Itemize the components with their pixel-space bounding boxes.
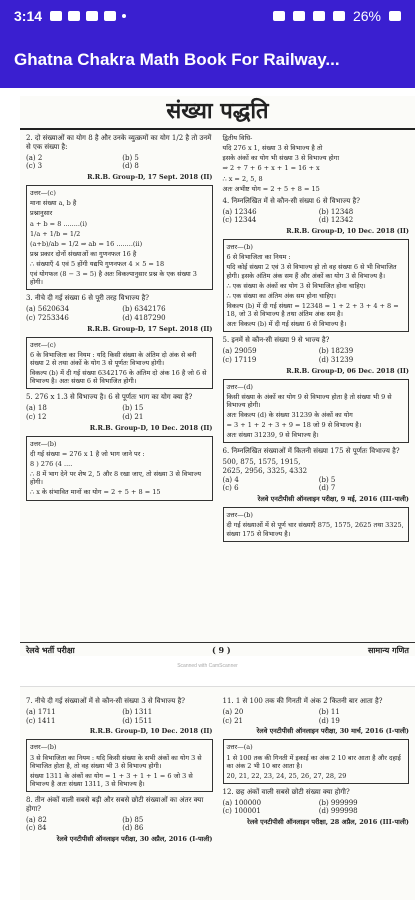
option: 500, 875, 1575, 1915, 2625, 2956, 3325, 4332 xyxy=(222,458,308,475)
signal-icon xyxy=(333,11,345,21)
question-source: रेलवे एनटीपीसी ऑनलाइन परीक्षा, 9 मई, 2016 (III-पाली) xyxy=(257,495,409,504)
option: (d) 31239 xyxy=(318,355,354,364)
question-source: R.R.B. Group-D, 10 Dec. 2018 (II) xyxy=(89,727,213,736)
solution-text xyxy=(223,134,410,193)
option: (a) 100000 xyxy=(222,798,262,807)
option: (c) 7253346 xyxy=(26,313,69,322)
option: (c) 12 xyxy=(26,412,47,421)
option: (c) 100001 xyxy=(222,807,261,816)
options xyxy=(26,404,213,422)
answer-line: यदि 276 x 1, संख्या 3 से विभाज्य है तो xyxy=(222,144,323,153)
options xyxy=(223,208,410,226)
answer-line: 8 ) 276 (4 .... xyxy=(30,460,73,468)
options xyxy=(26,305,213,323)
option: (b) 18239 xyxy=(318,347,354,355)
option: (a) 1711 xyxy=(26,707,56,716)
answer-line: ∴ एक संख्या का अंतिम अंक सम होना चाहिए। xyxy=(226,291,336,300)
option: (b) 999999 xyxy=(318,798,358,807)
answer-line: उत्तर—(c) xyxy=(30,189,56,198)
system-icons xyxy=(273,8,401,24)
question xyxy=(223,788,410,826)
option: (c) 3 xyxy=(26,162,43,171)
page2-columns xyxy=(26,697,409,900)
question-text: 7. नीचे दी गई संख्याओं में से कौन-सी संख्या 3 से विभाज्य है? xyxy=(26,697,186,705)
answer-line: उत्तर—(d) xyxy=(226,382,253,391)
answer-line: माना संख्या a, b है xyxy=(30,199,77,208)
option: (b) 5 xyxy=(318,475,336,484)
option: (d) 999998 xyxy=(318,807,358,816)
status-bar xyxy=(0,0,415,32)
page-number: ( 9 ) xyxy=(211,644,231,655)
right-column xyxy=(223,134,410,638)
answer-line: प्रश्न प्रकार दोनों संख्याओं का गुणनफल 16 है xyxy=(30,249,137,258)
options xyxy=(223,458,410,493)
question xyxy=(223,697,410,735)
answer-line: इसके अंकों का योग भी संख्या 3 से विभाज्य होगा xyxy=(222,154,340,163)
option: (b) 85 xyxy=(122,815,144,824)
answer-line: 6 के विभाजिता का नियम : यदि किसी संख्या के अंतिम दो अंक से बनी संख्या 2 से तथा अंकों के योग 3 से पूर्णतः विभाज्य होगी। xyxy=(30,350,197,367)
question-text: 6. निम्नलिखित संख्याओं में कितनी संख्या 175 से पूर्णतः विभाज्य है? xyxy=(222,447,400,456)
question-text: 4. निम्नलिखित में से कौन-सी संख्या 6 से विभाज्य है? xyxy=(222,196,360,205)
option: (d) 21 xyxy=(122,412,144,421)
page-footer xyxy=(20,642,415,656)
answer-line: ⇒ 2 + 7 + 6 + x + 1 = 16 + x xyxy=(222,164,320,173)
book-page xyxy=(20,686,415,900)
answer-line: ∴ x = 2, 5, 8 xyxy=(222,174,263,183)
answer-line: किसी संख्या के अंकों का योग 9 से विभाज्य होता है तो संख्या भी 9 से विभाज्य होगी। xyxy=(226,392,392,409)
answer-line: ∴ संख्याएँ 4 एवं 5 होंगी यद्यपि गुणनफल 4 × 5 = 18 xyxy=(30,260,165,268)
options xyxy=(223,799,410,817)
footer-right: सामान्य गणित xyxy=(367,644,409,655)
answer-line: 3 से विभाजिता का नियम : यदि किसी संख्या के सभी अंकों का योग 3 से विभाजित होता है, तो वह संख्या भी 3 से विभाज्य होगी। xyxy=(30,753,202,770)
answer-box xyxy=(26,436,213,501)
option: (c) 21 xyxy=(222,716,244,725)
answer-line: उत्तर—(a) xyxy=(226,743,253,752)
answer-line: (a+b)/ab = 1/2 ⇒ ab = 16 ........(ii) xyxy=(30,239,143,248)
answer-box xyxy=(223,739,410,784)
answer-line: अतः विकल्प (d) के संख्या 31239 के अंकों का योग xyxy=(226,411,353,419)
question-text: 11. 1 से 100 तक की गिनती में अंक 2 कितनी बार आता है? xyxy=(222,697,383,705)
gallery-icon xyxy=(104,11,116,21)
question-source: रेलवे एनटीपीसी ऑनलाइन परीक्षा, 28 अप्रैल, 2016 (III-पाली) xyxy=(247,818,409,827)
question xyxy=(223,197,410,235)
question xyxy=(223,447,410,503)
option: (a) 29059 xyxy=(222,347,257,355)
answer-line: उत्तर—(b) xyxy=(30,439,57,448)
status-time: 3:14 xyxy=(14,8,43,24)
answer-line: विकल्प (b) में दी गई संख्या = 12348 = 1 + 2 + 3 + 4 + 8 = 18, जो 3 से विभाज्य है तथा अंतिम अंक सम है। xyxy=(226,301,399,318)
options xyxy=(223,708,410,726)
question xyxy=(26,796,213,843)
option: (a) 82 xyxy=(26,815,47,824)
answer-line: दी गई संख्याओं में से पूर्ण चार संख्याएँ 875, 1575, 2625 तथा 3325, संख्या 175 से विभाज्य है। xyxy=(226,521,404,538)
question xyxy=(26,697,213,735)
mute-icon xyxy=(293,11,305,21)
answer-line: एवं योगफल (8 − 3 = 5) है अतः विकल्पानुसार प्रश्न के एक संख्या 3 होगी। xyxy=(30,270,197,287)
pdf-viewer[interactable] xyxy=(0,88,415,900)
footer-left: रेलवे भर्ती परीक्षा xyxy=(26,644,75,655)
answer-box xyxy=(26,739,213,792)
answer-line: यदि कोई संख्या 2 एवं 3 से विभाज्य हो तो वह संख्या 6 से भी विभाजित होगी। इसके अंतिम अंक सम हैं और अंकों का योग 3 से विभाज्य है। xyxy=(226,263,397,280)
book-page xyxy=(20,96,415,656)
answer-line: ∴ एक संख्या के अंकों का योग 3 से विभाजित होना चाहिए। xyxy=(226,281,366,290)
more-notifications-icon xyxy=(122,14,126,18)
right-column xyxy=(223,697,410,900)
option: (b) 5 xyxy=(122,153,139,162)
option: (c) 12344 xyxy=(222,216,257,225)
question-source: रेलवे एनटीपीसी ऑनलाइन परीक्षा, 30 मार्च, 2016 (I-पाली) xyxy=(256,727,409,736)
answer-box xyxy=(223,239,410,332)
answer-box xyxy=(26,185,213,290)
option: (c) 1411 xyxy=(26,716,56,725)
option: (a) 2 xyxy=(26,153,43,162)
option: (d) 86 xyxy=(122,824,144,833)
answer-line: अतः विकल्प (b) में दी गई संख्या 6 से विभाज्य है। xyxy=(226,320,347,329)
question-source: R.R.B. Group-D, 17 Sept. 2018 (II) xyxy=(87,173,213,181)
answer-line: ∴ 8 में भाग देने पर शेष 2, 5 और 8 रखा जाए, तो संख्या 3 से विभाज्य होगी। xyxy=(30,470,201,487)
answer-line: उत्तर—(b) xyxy=(226,511,253,520)
question-source: रेलवे एनटीपीसी ऑनलाइन परीक्षा, 30 अप्रैल, 2016 (I-पाली) xyxy=(56,835,213,843)
left-column xyxy=(26,697,213,900)
option xyxy=(319,458,409,476)
youtube-icon xyxy=(86,11,98,21)
option: (a) 12346 xyxy=(222,207,257,216)
question-source: R.R.B. Group-D, 10 Dec. 2018 (II) xyxy=(286,227,409,235)
divider xyxy=(20,128,415,130)
option: (b) 12348 xyxy=(318,207,354,216)
question-text: 5. 276 x 1.3 से विभाज्य है। 6 से पूर्णतः भाग का योग क्या है? xyxy=(26,393,193,402)
option: (c) 84 xyxy=(26,824,47,833)
option: (d) 1511 xyxy=(122,716,153,725)
options xyxy=(26,154,213,172)
alarm-icon xyxy=(273,11,285,21)
app-title: Ghatna Chakra Math Book For Railway... xyxy=(14,50,340,69)
question-source: R.R.B. Group-D, 06 Dec. 2018 (II) xyxy=(286,366,409,375)
wifi-icon xyxy=(313,11,325,21)
option: (a) 5620634 xyxy=(26,305,70,314)
battery-percent: 26% xyxy=(352,8,381,24)
option: (b) 15 xyxy=(122,404,144,413)
option: (a) 18 xyxy=(26,404,47,413)
option: (d) 8 xyxy=(122,162,139,171)
question-text: 3. नीचे दी गई संख्या 6 से पूरी तरह विभाज्य है? xyxy=(26,294,150,303)
answer-line: अतः अभीष्ट योग = 2 + 5 + 8 = 15 xyxy=(222,184,320,193)
options xyxy=(26,816,213,834)
question-source: R.R.B. Group-D, 17 Sept. 2018 (II) xyxy=(87,324,213,333)
mail-icon xyxy=(68,11,80,21)
question xyxy=(26,134,213,181)
question-text: 12. छह अंकों वाली सबसे छोटी संख्या क्या होगी? xyxy=(222,787,350,796)
answer-box xyxy=(26,337,213,390)
answer-line: 20, 21, 22, 23, 24, 25, 26, 27, 28, 29 xyxy=(226,771,347,780)
page-title: संख्या पद्धति xyxy=(166,98,269,124)
question xyxy=(26,294,213,332)
question xyxy=(26,393,213,431)
question-text: 2. दो संख्याओं का योग 8 है और उनके व्युत्क्रमों का योग 1/2 है तो उनमें से एक संख्या है: xyxy=(26,134,212,151)
answer-line: उत्तर—(c) xyxy=(30,340,56,349)
options xyxy=(26,708,213,726)
app-bar xyxy=(0,32,415,88)
question-text: 8. तीन अंकों वाली सबसे बड़ी और सबसे छोटी संख्याओं का अंतर क्या होगा? xyxy=(26,796,204,813)
answer-line: संख्या 1311 के अंकों का योग = 1 + 3 + 1 + 1 = 6 जो 3 से विभाज्य है अतः संख्या 1311, 3 से विभाज्य है। xyxy=(30,771,193,788)
answer-line: उत्तर—(b) xyxy=(226,243,253,252)
notification-icons xyxy=(50,11,126,21)
answer-line: अतः संख्या 31239, 9 से विभाज्य है। xyxy=(226,431,319,440)
option: (b) 1311 xyxy=(122,707,153,716)
answer-line: 1 से 100 तक की गिनती में इकाई का अंक 2 10 बार आता है और दहाई का अंक 2 भी 10 बार आता है। xyxy=(226,753,401,770)
message-icon xyxy=(50,11,62,21)
answer-line: दी गई संख्या = 276 x 1 है जो भाग जाने पर : xyxy=(30,449,145,458)
option: (d) 4187290 xyxy=(122,313,166,322)
answer-line: 6 से विभाजिता का नियम : xyxy=(226,253,291,262)
question xyxy=(223,336,410,374)
watermark: Scanned with CamScanner xyxy=(177,663,238,669)
battery-icon xyxy=(389,11,401,21)
option: (d) 19 xyxy=(318,716,340,725)
page1-columns xyxy=(26,134,409,638)
left-column xyxy=(26,134,213,638)
option: (d) 7 xyxy=(318,484,336,493)
question-text: 5. इनमें से कौन-सी संख्या 9 से भाज्य है? xyxy=(222,336,330,345)
answer-box xyxy=(223,379,410,444)
answer-line: 1/a + 1/b = 1/2 xyxy=(30,229,81,238)
option: (a) 20 xyxy=(222,707,244,716)
option: (b) 11 xyxy=(318,707,340,716)
option: (a) 4 xyxy=(222,475,239,484)
option: (b) 6342176 xyxy=(122,305,166,314)
answer-box xyxy=(223,507,410,541)
options xyxy=(223,347,410,365)
answer-line: विकल्प (b) में दी गई संख्या 6342176 के अंतिम दो अंक 16 है जो 6 से विभाज्य है। अतः संख्या 6 से विभाजित होगी। xyxy=(30,369,207,386)
answer-line: a + b = 8 ........(i) xyxy=(30,219,88,228)
option: (d) 12342 xyxy=(318,216,354,225)
answer-line: द्वितीय विधि- xyxy=(222,134,253,142)
answer-line: प्रश्नानुसार xyxy=(30,209,53,218)
option: (c) 6 xyxy=(222,484,239,493)
option: (c) 17119 xyxy=(222,355,257,364)
question-source: R.R.B. Group-D, 10 Dec. 2018 (II) xyxy=(89,423,213,432)
answer-line: उत्तर—(b) xyxy=(30,743,57,752)
answer-line: = 3 + 1 + 2 + 3 + 9 = 18 जो 9 से विभाज्य है। xyxy=(226,421,362,430)
answer-line: ∴ x के संभावित मानों का योग = 2 + 5 + 8 = 15 xyxy=(30,488,161,497)
